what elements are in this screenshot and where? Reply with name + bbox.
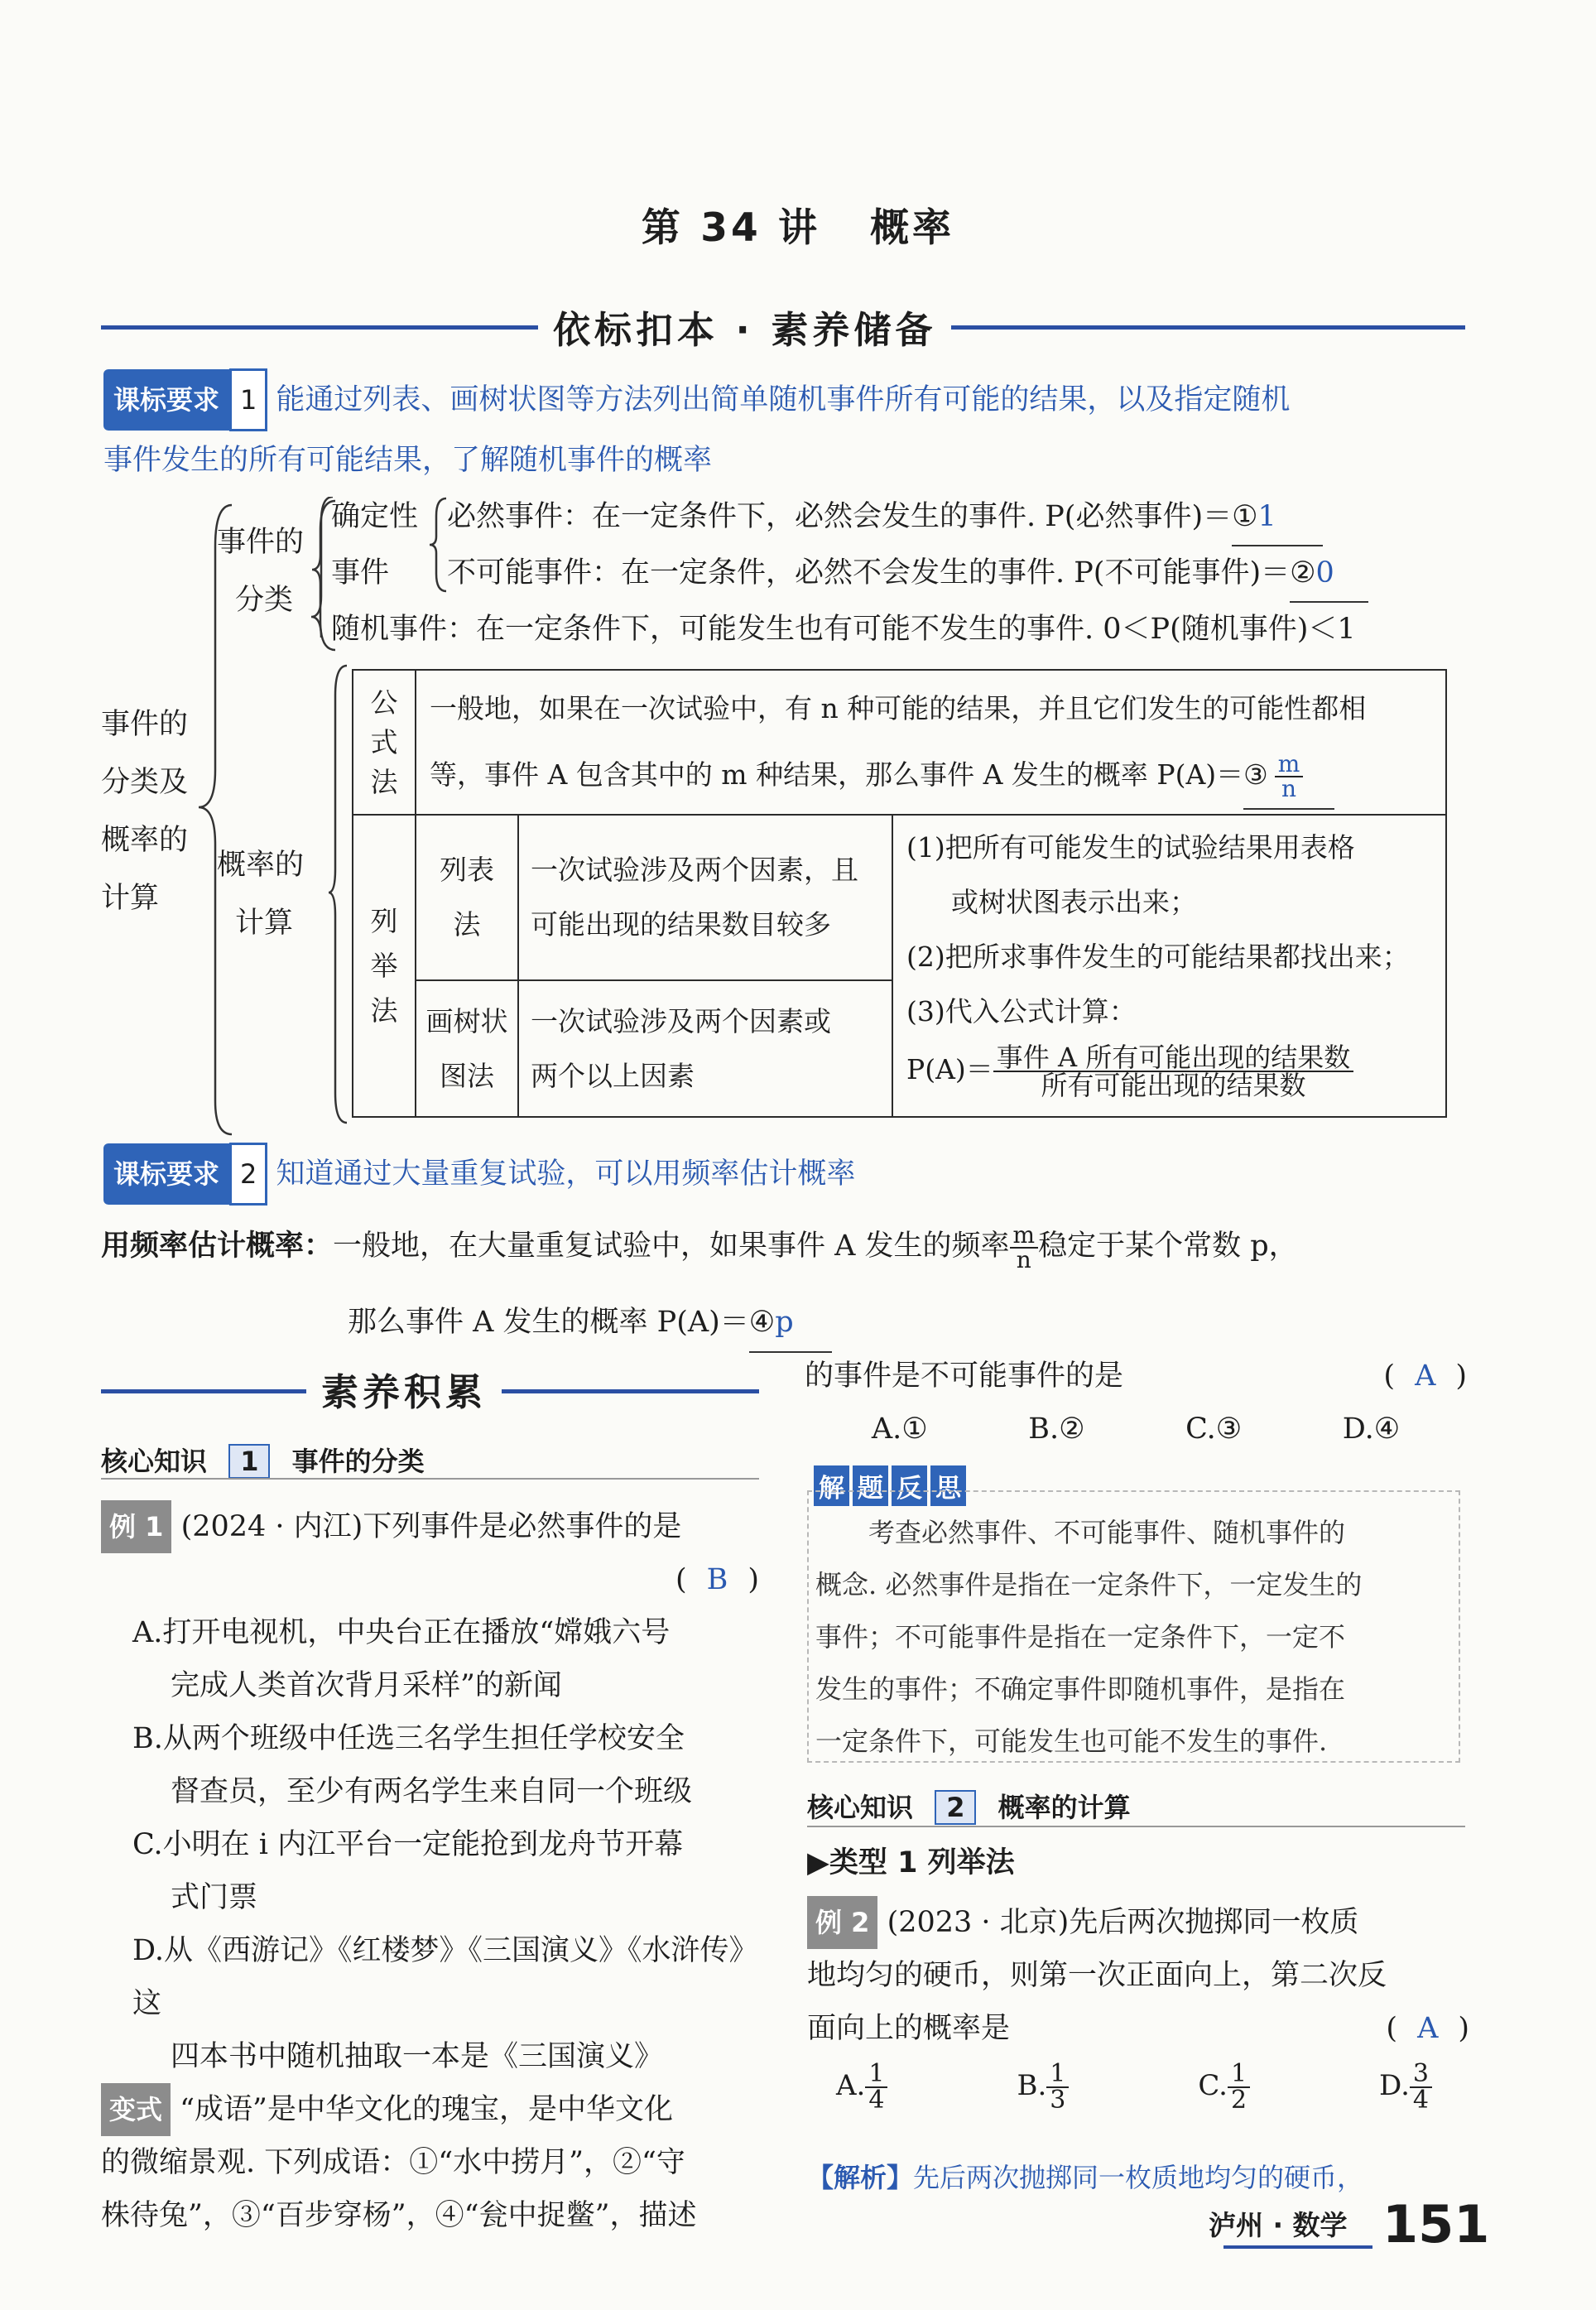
- list-desc: 一次试验涉及两个因素，且 可能出现的结果数目较多: [518, 815, 892, 980]
- requirement-tag: 课标要求: [103, 369, 229, 431]
- list-method: 列表 法: [416, 815, 518, 980]
- reflection-tag: 解 题 反 思: [814, 1465, 969, 1506]
- core-knowledge-1: 核心知识 1 事件的分类: [101, 1446, 425, 1477]
- requirement-number: 1: [229, 368, 267, 431]
- section-banner: 素养积累: [306, 1362, 502, 1416]
- diagram-root: 事件的 分类及 概率的 计算: [101, 708, 189, 915]
- example-tag: 例 2: [807, 1896, 877, 1949]
- core-knowledge-2: 核心知识 2 概率的计算: [807, 1792, 1131, 1823]
- footer-region: 泸州 · 数学: [1209, 2209, 1348, 2241]
- requirement-tag: 课标要求: [103, 1143, 229, 1205]
- page-title: 第 34 讲 概率: [641, 205, 955, 251]
- tree-method: 画树状 图法: [416, 980, 518, 1117]
- calc-label: 概率的 计算: [217, 849, 305, 940]
- certain-event: 必然事件：在一定条件下，必然会发生的事件. P(必然事件)＝①1: [447, 488, 1323, 546]
- analysis: 【解析】先后两次抛掷同一枚质地均匀的硬币，: [807, 2162, 1364, 2193]
- tree-desc: 一次试验涉及两个因素或 两个以上因素: [518, 980, 892, 1117]
- example-tag: 例 1: [101, 1500, 171, 1553]
- steps-cell: (1)把所有可能发生的试验结果用表格 或树状图表示出来； (2)把所求事件发生的可能结果都找出来； (3)代入公式计算： P(A)＝ $\frac{\text{事件 A 所有可能出现的结果数}}{\text{所有可能出现的结果数}}$: [892, 815, 1446, 1117]
- example-2-options: A. $\frac{1}{4}$ B. $\frac{1}{3}$ C. $\frac{1}{2}$ D. $\frac{3}{4}$: [836, 2062, 1432, 2113]
- requirement-number: 2: [229, 1143, 267, 1206]
- divider: [101, 1478, 759, 1480]
- requirement-text: 知道通过大量重复试验，可以用频率估计概率: [276, 1157, 856, 1191]
- answer-options: A.① B.② C.③ D.④: [871, 1412, 1401, 1446]
- reflection-text: 考查必然事件、不可能事件、随机事件的 概念. 必然事件是指在一定条件下，一定发生的 事件；不可能事件是指在一定条件下，一定不 发生的事件；不确定事件即随机事件，是指在 一定条件下，可能发生也可能不发生的事件.: [815, 1517, 1363, 1757]
- example-1: 例 1 (2024 · 内江)下列事件是必然事件的是 ( B ) A.打开电视机，中央台正在播放“嫦娥六号 完成人类首次背月采样”的新闻 B.从两个班级中任选三名学生担任学校安全 督查员，至少有两名学生来自同一个班级 C.小明在 i 内江平台一定能抢到龙舟节开幕 式门票 D.从《西游记》《红楼梦》《三国演义》《水浒传》这 四本书中随机抽取一本是《三国演义》 变式 “成语”是中华文化的瑰宝，是中华文化 的微缩景观. 下列成语：①“水中捞月”，②“守 株待兔”，③“百步穿杨”，④“瓮中捉鳖”，描述: [101, 1500, 767, 2242]
- method-table: [352, 669, 1447, 1118]
- enum-label: 列 举 法: [353, 815, 416, 1117]
- section-banner: 依标扣本 · 素养储备: [538, 300, 951, 354]
- random-event: 随机事件：在一定条件下，可能发生也有可能不发生的事件. 0＜P(随机事件)＜1: [331, 613, 1356, 646]
- requirement-1: [103, 368, 1478, 489]
- class-label: 事件的 分类: [217, 526, 305, 617]
- divider: [807, 1826, 1465, 1827]
- definite-label: 确定性 事件: [331, 500, 419, 590]
- frequency-definition: 用频率估计概率：一般地，在大量重复试验中，如果事件 A 发生的频率 $\frac{m}{n}$ 稳定于某个常数 p，: [101, 1220, 1298, 1273]
- requirement-2: [103, 1143, 855, 1206]
- impossible-event: 不可能事件：在一定条件，必然不会发生的事件. P(不可能事件)＝②0: [447, 545, 1368, 603]
- footer-underline: [1223, 2245, 1372, 2249]
- formula-label: 公 式 法: [353, 670, 416, 815]
- frequency-conclusion: 那么事件 A 发生的概率 P(A)＝④p: [348, 1293, 832, 1353]
- formula-cell: 一般地，如果在一次试验中，有 n 种可能的结果，并且它们发生的可能性都相 等，事件 A 包含其中的 m 种结果，那么事件 A 发生的概率 P(A)＝③ $\frac{m}{n}$: [416, 670, 1446, 815]
- variant-tag: 变式: [101, 2083, 171, 2136]
- right-column: 的事件是不可能事件的是 ( A ) A.① B.② C.③ D.④: [805, 1350, 1467, 1456]
- type-heading: ▶类型 1 列举法: [807, 1846, 1015, 1879]
- requirement-text: 能通过列表、画树状图等方法列出简单随机事件所有可能的结果，以及指定随机: [276, 383, 1291, 416]
- requirement-text: 事件发生的所有可能结果，了解随机事件的概率: [103, 444, 713, 477]
- page-number: 151: [1382, 2194, 1490, 2255]
- example-2: 例 2 (2023 · 北京)先后两次抛掷同一枚质 地均匀的硬币，则第一次正面向上，第二次反 面向上的概率是 ( A ): [807, 1896, 1469, 2055]
- calc-brace: [327, 662, 352, 1126]
